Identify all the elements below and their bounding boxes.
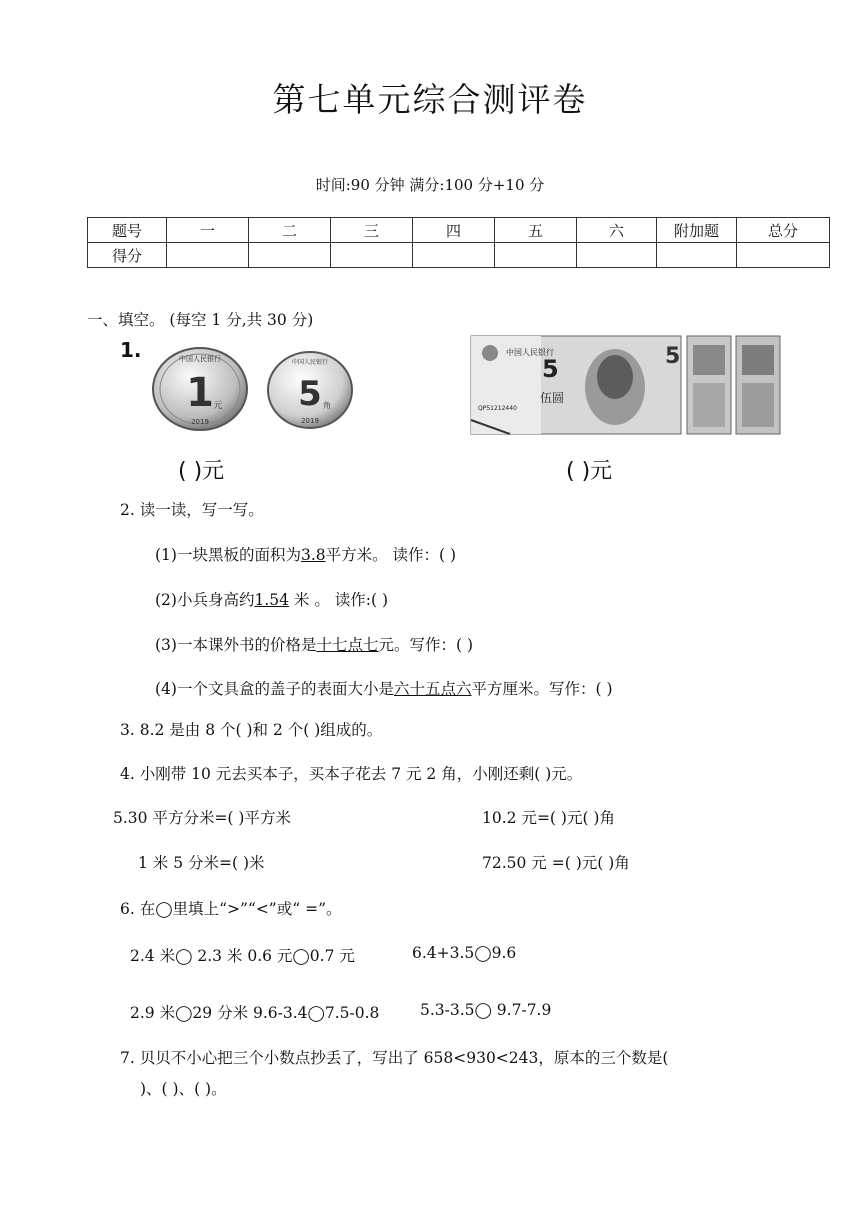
score-cell[interactable] xyxy=(495,243,577,268)
score-cell[interactable] xyxy=(331,243,413,268)
question-2-item-3: (3)一本课外书的价格是十七点七元。写作：( ) xyxy=(155,636,474,654)
svg-text:中国人民银行: 中国人民银行 xyxy=(179,355,221,363)
svg-text:1: 1 xyxy=(186,370,214,416)
answer-blank-banknote[interactable]: ( )元 xyxy=(566,459,613,484)
table-header-cell: 一 xyxy=(167,218,249,243)
svg-text:元: 元 xyxy=(213,401,223,411)
score-cell[interactable] xyxy=(657,243,737,268)
table-header-cell: 四 xyxy=(413,218,495,243)
score-cell[interactable] xyxy=(577,243,657,268)
question-7-line-2: )、( )、( )。 xyxy=(140,1080,227,1098)
section-heading: 一、填空。 (每空 1 分,共 30 分) xyxy=(87,311,314,329)
table-header-cell: 二 xyxy=(249,218,331,243)
svg-text:QP51212440: QP51212440 xyxy=(478,405,517,412)
svg-text:5: 5 xyxy=(542,355,559,383)
question-3: 3. 8.2 是由 8 个( )和 2 个( )组成的。 xyxy=(120,721,383,739)
question-6: 6. 在◯里填上“>”“<”或“ =”。 xyxy=(120,900,342,918)
banknote-5-yuan-image xyxy=(470,335,682,435)
question-7-line-1: 7. 贝贝不小心把三个小数点抄丢了，写出了 658<930<243，原本的三个数是( xyxy=(120,1049,669,1067)
question-6-row1-left: 2.4 米◯ 2.3 米 0.6 元◯0.7 元 xyxy=(130,947,355,965)
question-2: 2. 读一读，写一写。 xyxy=(120,501,264,519)
svg-text:伍圆: 伍圆 xyxy=(540,391,565,405)
exam-info: 时间:90 分钟 满分:100 分+10 分 xyxy=(315,176,545,194)
banknote-back-strip-image xyxy=(686,335,732,435)
question-number: 1. xyxy=(120,338,142,362)
score-table xyxy=(87,217,830,268)
svg-text:2019: 2019 xyxy=(191,418,209,426)
question-4: 4. 小刚带 10 元去买本子，买本子花去 7 元 2 角，小刚还剩( )元。 xyxy=(120,765,583,783)
question-5a: 5.30 平方分米=( )平方米 xyxy=(113,809,291,827)
score-cell[interactable] xyxy=(413,243,495,268)
table-header-cell: 六 xyxy=(577,218,657,243)
page-title: 第七单元综合测评卷 xyxy=(272,80,588,119)
score-table-header-row xyxy=(88,218,830,243)
svg-text:5: 5 xyxy=(298,374,322,414)
svg-text:5: 5 xyxy=(665,344,681,369)
score-cell[interactable] xyxy=(249,243,331,268)
question-2-item-1: (1)一块黑板的面积为3.8平方米。 读作：( ) xyxy=(155,546,457,564)
score-table-score-row xyxy=(88,243,830,268)
svg-text:角: 角 xyxy=(323,401,331,410)
svg-text:2019: 2019 xyxy=(301,417,319,425)
table-header-cell: 总分 xyxy=(737,218,830,243)
score-cell[interactable] xyxy=(167,243,249,268)
question-2-item-4: (4)一个文具盒的盖子的表面大小是六十五点六平方厘米。写作：( ) xyxy=(155,680,613,698)
question-5b: 10.2 元=( )元( )角 xyxy=(482,809,615,827)
table-header-cell: 附加题 xyxy=(657,218,737,243)
svg-text:中国人民银行: 中国人民银行 xyxy=(291,359,329,366)
question-5c: 1 米 5 分米=( )米 xyxy=(138,854,265,872)
table-header-cell: 五 xyxy=(495,218,577,243)
question-5d: 72.50 元 =( )元( )角 xyxy=(482,854,630,872)
question-2-item-2: (2)小兵身高约1.54 米 。 读作:( ) xyxy=(155,591,389,609)
table-header-cell: 题号 xyxy=(88,218,167,243)
svg-text:中国人民银行: 中国人民银行 xyxy=(506,348,554,357)
question-6-row1-right: 6.4+3.5◯9.6 xyxy=(412,944,517,962)
question-6-row2-right: 5.3-3.5◯ 9.7-7.9 xyxy=(420,1001,552,1019)
answer-blank-coins[interactable]: ( )元 xyxy=(178,459,225,484)
score-cell[interactable] xyxy=(737,243,830,268)
coin-5-jiao-image xyxy=(265,350,355,430)
banknote-back-strip-image xyxy=(735,335,781,435)
table-row-label: 得分 xyxy=(88,243,167,268)
coin-1-yuan-image xyxy=(150,346,250,432)
question-6-row2-left: 2.9 米◯29 分米 9.6-3.4◯7.5-0.8 xyxy=(130,1004,380,1022)
table-header-cell: 三 xyxy=(331,218,413,243)
